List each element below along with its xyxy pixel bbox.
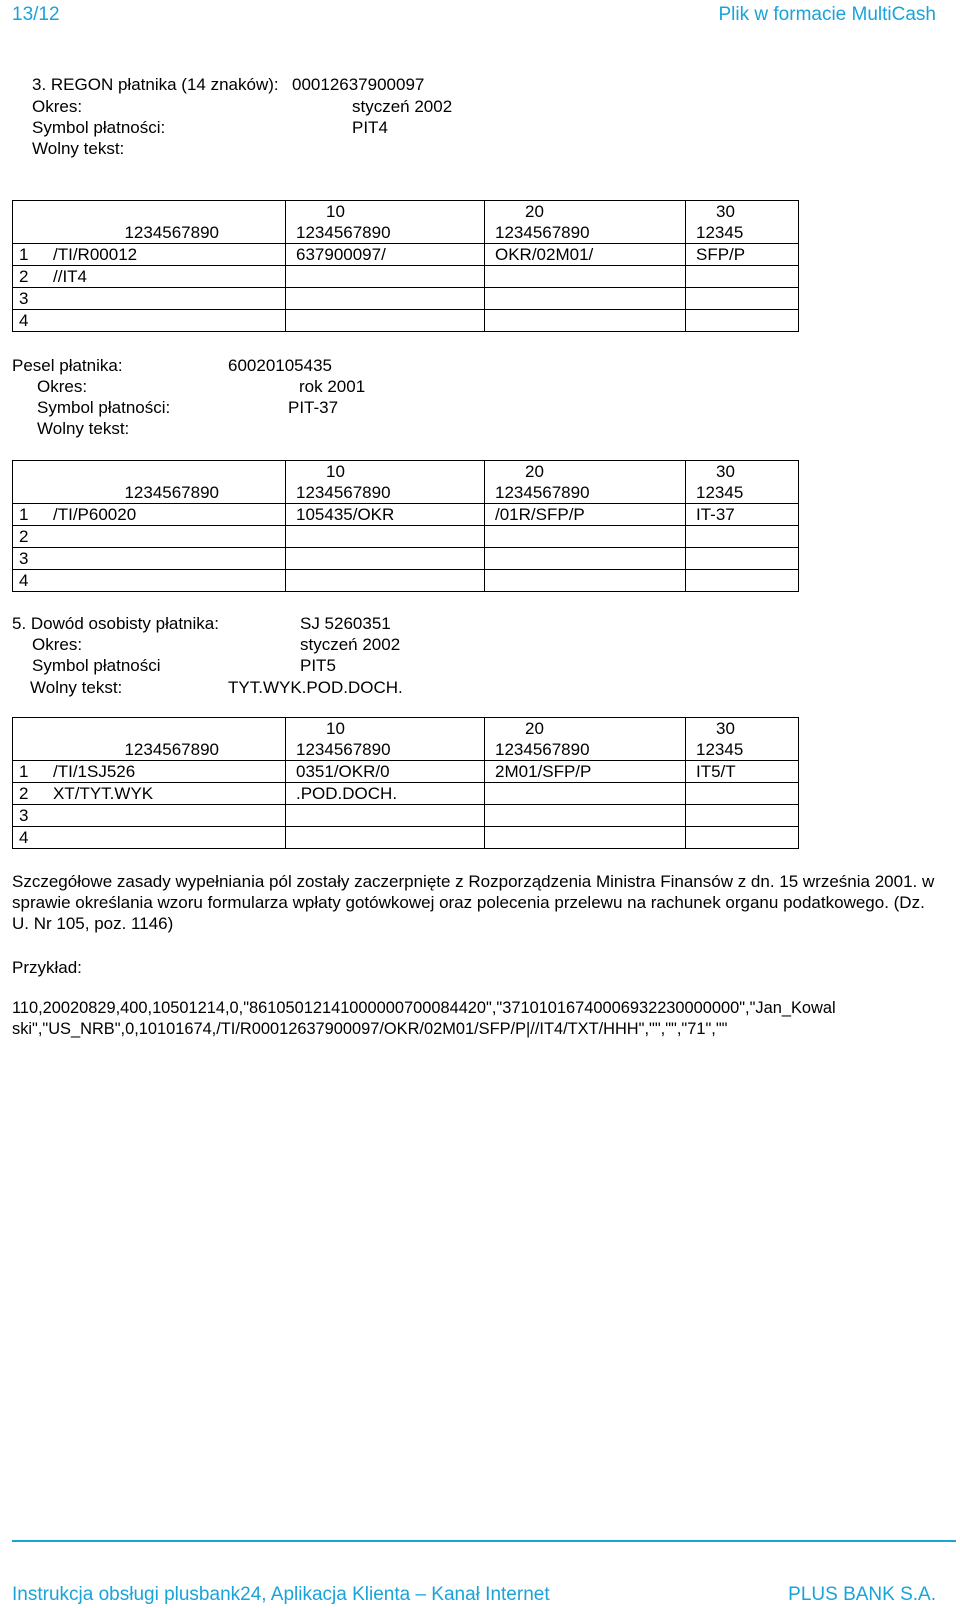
field-value: PIT-37: [288, 398, 339, 417]
column-header: 1234567890: [43, 461, 286, 504]
table-header-row: [13, 201, 799, 244]
column-header: 1234567890: [43, 718, 286, 761]
column-header: 20 1234567890: [485, 461, 686, 504]
field-value: TYT.WYK.POD.DOCH.: [228, 678, 403, 697]
page-number: 13/12: [12, 4, 60, 25]
column-header: 30 12345: [686, 201, 799, 244]
regulation-note: Szczegółowe zasady wypełniania pól zostały zaczerpnięte z Rozporządzenia Ministra Finansów z dn. 15 września 2001. w sprawie określania wzoru formularza wpłaty gotówkowej oraz polecenia przelewu na rachunek organu podatkowego. (Dz. U. Nr 105, poz. 1146): [12, 872, 935, 933]
table-row: 1 /TI/P60020 105435/OKR /01R/SFP/P IT-37: [13, 504, 799, 526]
document-title: Plik w formacie MultiCash: [718, 4, 936, 25]
column-header: 1234567890: [43, 201, 286, 244]
field-label: Okres:: [32, 635, 83, 654]
table-row: 2 //IT4: [13, 266, 799, 288]
table-row: 3: [13, 805, 799, 827]
field-value: rok 2001: [299, 377, 366, 396]
field-label: Symbol płatności: [32, 656, 161, 675]
table-row: 4: [13, 827, 799, 849]
field-value: PIT4: [352, 118, 388, 137]
table-row: 1 /TI/R00012 637900097/ OKR/02M01/ SFP/P: [13, 244, 799, 266]
table-row: 3: [13, 288, 799, 310]
table-row: 4: [13, 310, 799, 332]
field-value: styczeń 2002: [300, 635, 401, 654]
column-header: 10 1234567890: [286, 718, 485, 761]
table-row: 2 XT/TYT.WYK .POD.DOCH.: [13, 783, 799, 805]
field-label: Symbol płatności:: [32, 118, 166, 137]
example-line: 110,20020829,400,10501214,0,"86105012141000000700084420","37101016740006932230000000","Jan_Kowal: [12, 999, 836, 1017]
footer-text: Instrukcja obsługi plusbank24, Aplikacja Klienta – Kanał Internet: [12, 1584, 550, 1605]
field-value: PIT5: [300, 656, 336, 675]
field-label: Symbol płatności:: [37, 398, 171, 417]
column-header: 30 12345: [686, 718, 799, 761]
example-line: ski","US_NRB",0,10101674,/TI/R00012637900097/OKR/02M01/SFP/P|//IT4/TXT/HHH","","","71","": [12, 1020, 728, 1038]
table-row: 3: [13, 548, 799, 570]
field-layout-table: [12, 200, 799, 332]
field-label: 5. Dowód osobisty płatnika:: [12, 614, 219, 633]
field-layout-table: [12, 460, 799, 592]
field-label: Okres:: [37, 377, 88, 396]
field-label: Wolny tekst:: [32, 139, 125, 158]
footer-divider: [12, 1540, 956, 1542]
field-layout-table: [12, 717, 799, 849]
table-header-row: [13, 718, 799, 761]
field-label: Okres:: [32, 97, 83, 116]
column-header: 30 12345: [686, 461, 799, 504]
example-label: Przykład:: [12, 958, 82, 977]
table-row: 4: [13, 570, 799, 592]
field-value: SJ 5260351: [300, 614, 391, 633]
table-row: 1 /TI/1SJ526 0351/OKR/0 2M01/SFP/P IT5/T: [13, 761, 799, 783]
table-row: 2: [13, 526, 799, 548]
field-label: Pesel płatnika:: [12, 356, 123, 375]
field-value: 60020105435: [228, 356, 333, 375]
footer-company: PLUS BANK S.A.: [788, 1584, 936, 1605]
field-value: 00012637900097: [292, 75, 425, 94]
table-header-row: [13, 461, 799, 504]
column-header: 20 1234567890: [485, 201, 686, 244]
column-header: 10 1234567890: [286, 461, 485, 504]
column-header: 20 1234567890: [485, 718, 686, 761]
field-label: Wolny tekst:: [30, 678, 123, 697]
field-label: 3. REGON płatnika (14 znaków):: [32, 75, 279, 94]
field-value: styczeń 2002: [352, 97, 453, 116]
field-label: Wolny tekst:: [37, 419, 130, 438]
column-header: 10 1234567890: [286, 201, 485, 244]
